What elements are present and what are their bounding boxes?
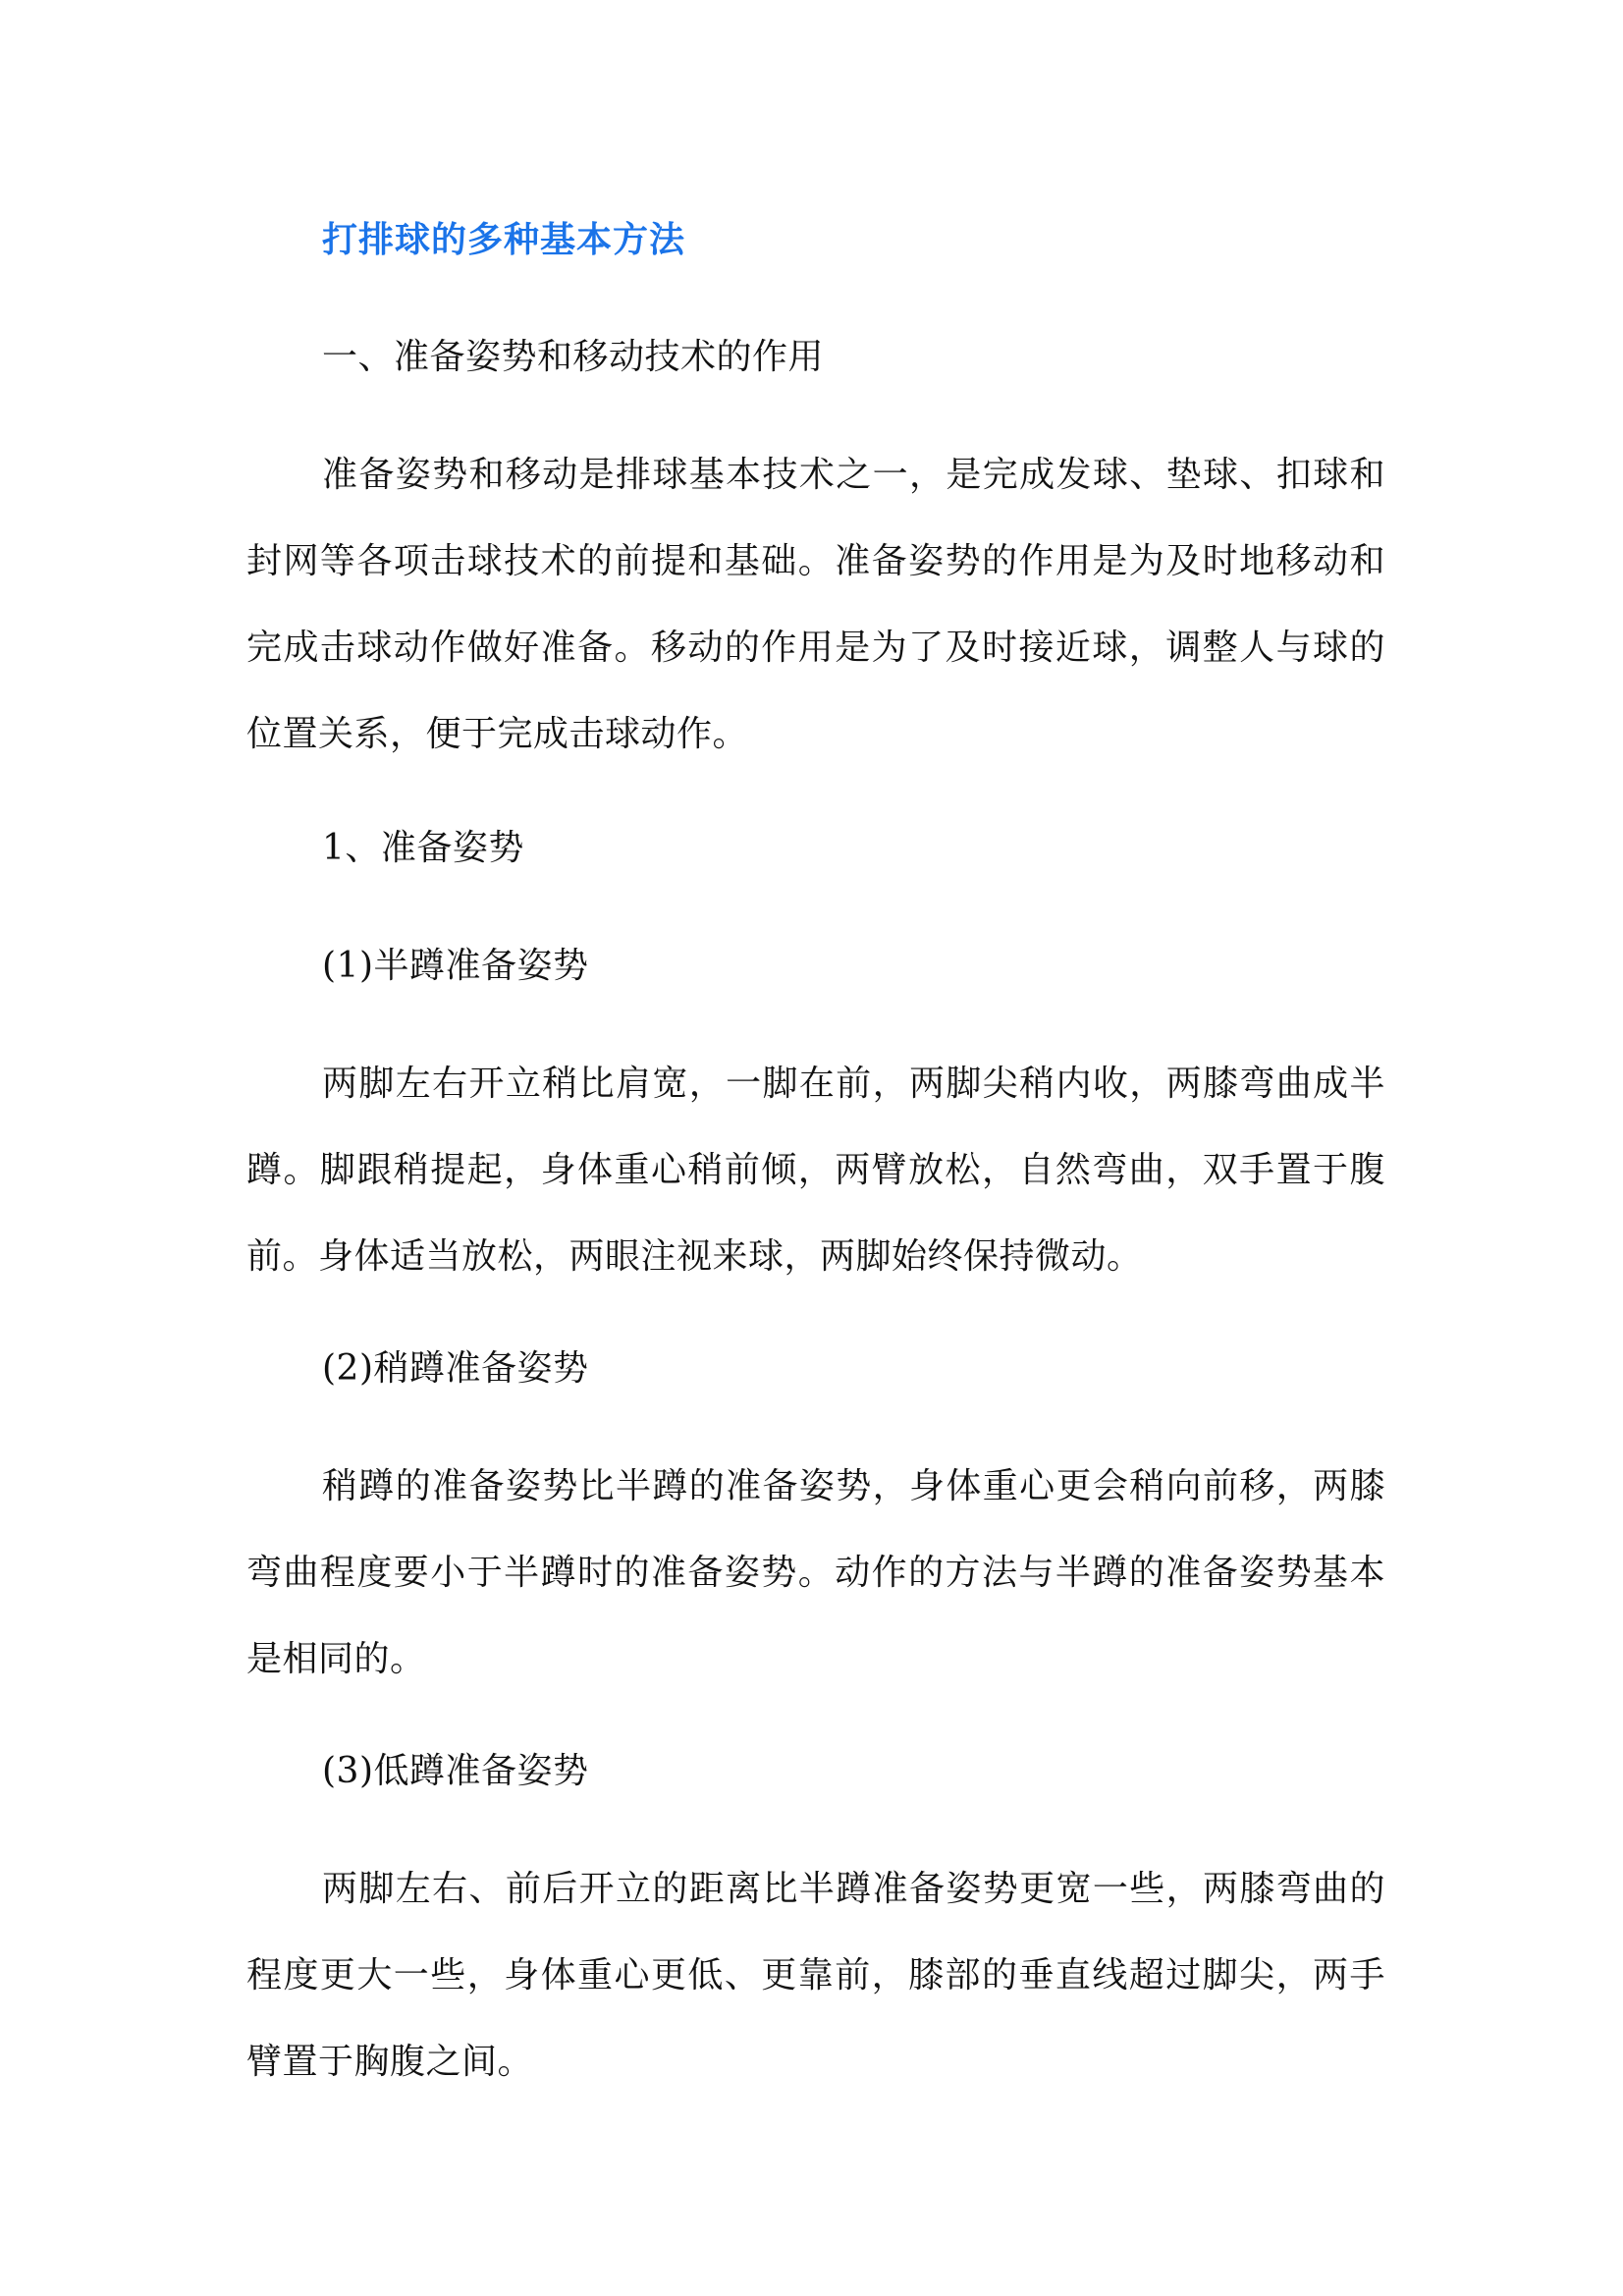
document-title: 打排球的多种基本方法 — [322, 219, 686, 260]
item2-paragraph: 稍蹲的准备姿势比半蹲的准备姿势，身体重心更会稍向前移，两膝弯曲程度要小于半蹲时的准备姿势。动作的方法与半蹲的准备姿势基本是相同的。 — [246, 1466, 1385, 1679]
item1-heading: (1)半蹲准备姿势 — [322, 946, 589, 986]
section-heading: 一、准备姿势和移动技术的作用 — [322, 337, 825, 377]
item1-paragraph: 两脚左右开立稍比肩宽，一脚在前，两脚尖稍内收，两膝弯曲成半蹲。脚跟稍提起，身体重心稍前倾，两臂放松，自然弯曲，双手置于腹前。身体适当放松，两眼注视来球，两脚始终保持微动。 — [246, 1064, 1385, 1277]
subsection-heading: 1、准备姿势 — [322, 828, 524, 868]
item2-heading: (2)稍蹲准备姿势 — [322, 1348, 589, 1389]
item3-heading: (3)低蹲准备姿势 — [322, 1751, 589, 1791]
item3-paragraph: 两脚左右、前后开立的距离比半蹲准备姿势更宽一些，两膝弯曲的程度更大一些，身体重心更低、更靠前，膝部的垂直线超过脚尖，两手臂置于胸腹之间。 — [246, 1869, 1385, 2082]
intro-paragraph: 准备姿势和移动是排球基本技术之一，是完成发球、垫球、扣球和封网等各项击球技术的前提和基础。准备姿势的作用是为及时地移动和完成击球动作做好准备。移动的作用是为了及时接近球，调整人与球的位置关系，便于完成击球动作。 — [246, 455, 1385, 754]
